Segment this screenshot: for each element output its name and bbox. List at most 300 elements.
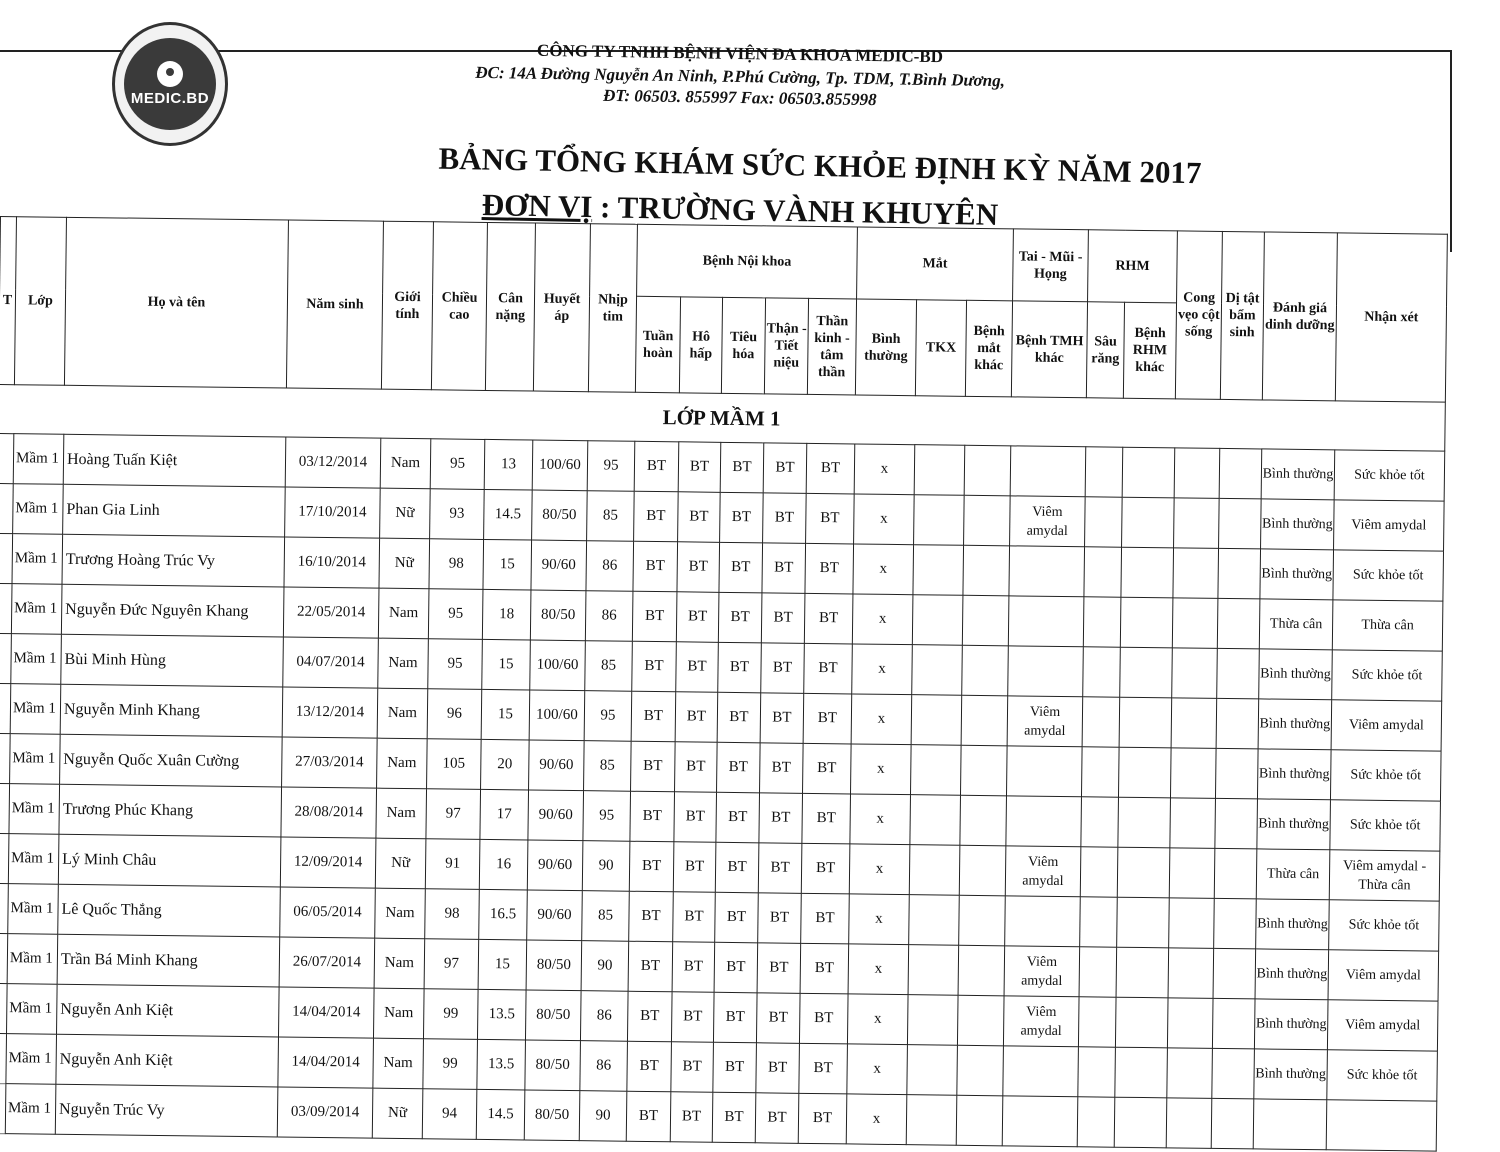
cell-tieu-hoa: BT — [713, 1042, 757, 1093]
cell-blood-pressure: 80/50 — [532, 490, 588, 541]
col-huyet-ap: Huyết áp — [533, 223, 590, 392]
cell-mat-binh-thuong: x — [854, 444, 915, 495]
logo-figure-icon — [157, 61, 183, 87]
col-benh-mat-khac: Bệnh mắt khác — [965, 300, 1012, 397]
cell-heart-rate: 95 — [584, 691, 632, 742]
cell-di-tat — [1212, 1048, 1255, 1099]
cell-heart-rate: 85 — [582, 891, 630, 942]
cell-sau-rang — [1080, 847, 1118, 897]
cell-weight: 20 — [481, 739, 530, 790]
cell-dob: 27/03/2014 — [282, 737, 378, 788]
cell-than-kinh: BT — [806, 493, 855, 544]
col-sau-rang: Sâu răng — [1086, 302, 1124, 398]
cell-benh-mat-khac — [960, 745, 1007, 796]
cell-sau-rang — [1081, 797, 1119, 847]
cell-name: Lý Minh Châu — [58, 834, 281, 887]
cell-than-kinh: BT — [803, 743, 852, 794]
cell-dob: 03/09/2014 — [277, 1087, 373, 1138]
cell-lop: Mầm 1 — [11, 634, 62, 685]
table-body — [0, 384, 1445, 1151]
col-tieu-hoa: Tiêu hóa — [721, 297, 765, 394]
cell-benh-tmh — [1002, 1096, 1078, 1147]
cell-sex: Nam — [378, 588, 429, 639]
cell-blood-pressure: 100/60 — [529, 690, 585, 741]
cell-sau-rang — [1080, 897, 1118, 947]
cell-cong-veo — [1172, 648, 1218, 699]
cell-height: 97 — [424, 939, 479, 990]
cell-than-kinh: BT — [799, 1043, 848, 1094]
cell-dob: 16/10/2014 — [284, 537, 380, 588]
cell-ho-hap: BT — [671, 992, 714, 1043]
cell-sau-rang — [1083, 597, 1121, 647]
cell-tkx — [908, 945, 959, 996]
cell-than-kinh: BT — [802, 793, 851, 844]
cell-height: 95 — [428, 639, 483, 690]
cell-blood-pressure: 90/60 — [528, 790, 584, 841]
col-can-nang: Cân nặng — [485, 222, 535, 391]
cell-than: BT — [755, 1093, 799, 1144]
cell-weight: 13.5 — [477, 1039, 526, 1090]
col-di-tat: Dị tật bẩm sinh — [1220, 231, 1264, 400]
cell-mat-binh-thuong: x — [850, 794, 911, 845]
cell-tieu-hoa: BT — [719, 542, 763, 593]
cell-name: Bùi Minh Hùng — [61, 634, 284, 687]
hospital-logo — [112, 22, 228, 146]
cell-di-tat — [1217, 598, 1260, 649]
cell-heart-rate: 85 — [587, 491, 635, 542]
group-tai-mui-hong: Tai - Mũi - Họng — [1013, 229, 1089, 302]
cell-lop: Mầm 1 — [9, 784, 60, 835]
cell-than: BT — [756, 1043, 800, 1094]
cell-dob: 03/12/2014 — [285, 437, 381, 488]
cell-tuan-hoan: BT — [629, 891, 674, 942]
company-name: CÔNG TY TNHH BỆNH VIỆN ĐA KHOA MEDIC-BD — [536, 40, 944, 67]
cell-cong-veo — [1173, 548, 1219, 599]
cell-di-tat — [1219, 448, 1262, 499]
cell-benh-mat-khac — [958, 945, 1005, 996]
cell-than: BT — [761, 593, 805, 644]
cell-mat-binh-thuong: x — [849, 844, 910, 895]
cell-name: Nguyễn Đức Nguyên Khang — [61, 584, 284, 637]
cell-benh-rhm — [1121, 547, 1174, 598]
cell-sex: Nam — [375, 888, 426, 939]
cell-sex: Nam — [378, 638, 429, 689]
cell-sau-rang — [1081, 747, 1119, 797]
cell-than: BT — [760, 693, 804, 744]
cell-sau-rang — [1082, 697, 1120, 747]
cell-weight: 16 — [479, 839, 528, 890]
cell-name: Trần Bá Minh Khang — [57, 934, 280, 987]
cell-benh-rhm — [1118, 747, 1171, 798]
cell-cong-veo — [1172, 598, 1218, 649]
cell-weight: 14.5 — [484, 489, 533, 540]
cell-lop: Mầm 1 — [7, 984, 58, 1035]
col-cong-veo: Cong vẹo cột sống — [1175, 231, 1222, 400]
cell-dob: 12/09/2014 — [280, 837, 376, 888]
cell-benh-tmh — [1008, 646, 1084, 697]
cell-stt — [0, 483, 13, 533]
table-header — [0, 217, 1447, 403]
cell-dob: 06/05/2014 — [280, 887, 376, 938]
cell-than: BT — [758, 893, 802, 944]
cell-benh-tmh — [1006, 796, 1082, 847]
cell-benh-rhm — [1122, 447, 1175, 498]
cell-heart-rate: 90 — [579, 1091, 627, 1142]
cell-sau-rang — [1085, 497, 1123, 547]
cell-than-kinh: BT — [803, 693, 852, 744]
cell-than: BT — [759, 793, 803, 844]
cell-benh-tmh: Viêm amydal — [1004, 946, 1080, 997]
cell-danh-gia: Bình thường — [1256, 899, 1330, 950]
cell-tuan-hoan: BT — [634, 491, 679, 542]
cell-nhan-xet: Sức khỏe tốt — [1332, 650, 1443, 701]
cell-tkx — [910, 795, 961, 846]
cell-sex: Nữ — [375, 838, 426, 889]
cell-ho-hap: BT — [675, 742, 718, 793]
cell-tkx — [911, 695, 962, 746]
cell-mat-binh-thuong: x — [852, 644, 913, 695]
cell-tkx — [914, 445, 965, 496]
cell-tieu-hoa: BT — [717, 742, 761, 793]
cell-mat-binh-thuong: x — [846, 1094, 907, 1145]
col-nhan-xet: Nhận xét — [1335, 233, 1447, 402]
cell-tkx — [912, 595, 963, 646]
cell-sex: Nam — [376, 788, 427, 839]
cell-tieu-hoa: BT — [714, 942, 758, 993]
cell-stt — [0, 583, 12, 633]
cell-than: BT — [756, 993, 800, 1044]
cell-lop: Mầm 1 — [13, 434, 64, 485]
cell-tieu-hoa: BT — [718, 592, 762, 643]
cell-cong-veo — [1170, 798, 1216, 849]
cell-di-tat — [1218, 548, 1261, 599]
cell-heart-rate: 86 — [580, 991, 628, 1042]
cell-tuan-hoan: BT — [629, 841, 674, 892]
cell-tkx — [914, 495, 965, 546]
cell-benh-tmh — [1009, 546, 1085, 597]
cell-height: 96 — [427, 689, 482, 740]
cell-danh-gia: Thừa cân — [1256, 849, 1330, 900]
cell-tkx — [906, 1095, 957, 1146]
cell-blood-pressure: 80/50 — [525, 1040, 581, 1091]
cell-tieu-hoa: BT — [718, 642, 762, 693]
col-tuan-hoan: Tuần hoàn — [635, 296, 680, 393]
cell-blood-pressure: 100/60 — [530, 640, 586, 691]
cell-dob: 28/08/2014 — [281, 787, 377, 838]
cell-height: 105 — [427, 739, 482, 790]
cell-cong-veo — [1168, 948, 1214, 999]
cell-tuan-hoan: BT — [628, 941, 673, 992]
cell-blood-pressure: 80/50 — [526, 940, 582, 991]
cell-mat-binh-thuong: x — [854, 494, 915, 545]
cell-than-kinh: BT — [806, 443, 855, 494]
section-title: LỚP MẦM 1 — [0, 384, 1445, 451]
cell-tkx — [907, 995, 958, 1046]
cell-danh-gia: Bình thường — [1260, 549, 1334, 600]
cell-nhan-xet: Sức khỏe tốt — [1329, 900, 1440, 951]
cell-mat-binh-thuong: x — [847, 994, 908, 1045]
cell-nhan-xet: Viêm amydal — [1327, 1000, 1438, 1051]
cell-tuan-hoan: BT — [626, 1091, 671, 1142]
cell-lop: Mầm 1 — [5, 1084, 56, 1135]
cell-benh-rhm — [1115, 1047, 1168, 1098]
col-chieu-cao: Chiều cao — [431, 222, 487, 391]
cell-stt — [0, 633, 11, 683]
cell-stt — [0, 733, 10, 783]
cell-di-tat — [1214, 848, 1257, 899]
cell-tkx — [907, 1045, 958, 1096]
cell-cong-veo — [1169, 848, 1215, 899]
cell-benh-rhm — [1120, 597, 1173, 648]
cell-than-kinh: BT — [799, 993, 848, 1044]
col-stt: T — [0, 217, 16, 385]
cell-blood-pressure: 100/60 — [532, 440, 588, 491]
cell-danh-gia: Bình thường — [1258, 699, 1332, 750]
cell-heart-rate: 95 — [587, 441, 635, 492]
cell-than: BT — [760, 743, 804, 794]
cell-nhan-xet: Thừa cân — [1332, 600, 1443, 651]
cell-weight: 15 — [482, 639, 531, 690]
cell-benh-tmh: Viêm amydal — [1007, 696, 1083, 747]
cell-tieu-hoa: BT — [712, 1092, 756, 1143]
cell-lop: Mầm 1 — [10, 684, 61, 735]
cell-cong-veo — [1167, 998, 1213, 1049]
cell-sex: Nữ — [380, 488, 431, 539]
cell-name: Trương Phúc Khang — [59, 784, 282, 837]
cell-lop: Mầm 1 — [6, 1034, 57, 1085]
cell-tkx — [912, 645, 963, 696]
cell-name: Nguyễn Quốc Xuân Cường — [60, 734, 283, 787]
cell-weight: 16.5 — [479, 889, 528, 940]
cell-weight: 14.5 — [476, 1089, 525, 1140]
cell-cong-veo — [1174, 498, 1220, 549]
cell-tuan-hoan: BT — [632, 591, 677, 642]
cell-benh-rhm — [1117, 897, 1170, 948]
cell-danh-gia: Bình thường — [1261, 499, 1335, 550]
cell-than: BT — [762, 543, 806, 594]
cell-benh-tmh — [1005, 896, 1081, 947]
cell-height: 98 — [429, 539, 484, 590]
cell-benh-tmh — [1008, 596, 1084, 647]
cell-than-kinh: BT — [801, 893, 850, 944]
group-benh-noi-khoa: Bệnh Nội khoa — [637, 224, 858, 299]
cell-nhan-xet: Viêm amydal — [1334, 500, 1445, 551]
cell-sex: Nữ — [372, 1088, 423, 1139]
cell-height: 95 — [428, 589, 483, 640]
cell-height: 94 — [422, 1089, 477, 1140]
col-ho-hap: Hô hấp — [679, 297, 722, 394]
cell-ho-hap: BT — [678, 442, 721, 493]
cell-tieu-hoa: BT — [715, 842, 759, 893]
cell-di-tat — [1211, 1098, 1254, 1149]
cell-tieu-hoa: BT — [720, 442, 764, 493]
cell-nhan-xet: Viêm amydal — [1328, 950, 1439, 1001]
cell-tkx — [913, 545, 964, 596]
cell-mat-binh-thuong: x — [847, 1044, 908, 1095]
cell-mat-binh-thuong: x — [853, 544, 914, 595]
cell-tieu-hoa: BT — [713, 992, 757, 1043]
cell-benh-rhm — [1119, 697, 1172, 748]
cell-sau-rang — [1085, 447, 1123, 497]
cell-benh-rhm — [1116, 947, 1169, 998]
cell-ho-hap: BT — [677, 542, 720, 593]
cell-weight: 13.5 — [477, 989, 526, 1040]
col-tkx: TKX — [915, 300, 966, 397]
cell-sex: Nam — [377, 688, 428, 739]
cell-stt — [0, 433, 14, 483]
cell-danh-gia — [1253, 1099, 1327, 1150]
cell-name: Nguyễn Minh Khang — [60, 684, 283, 737]
cell-than: BT — [763, 493, 807, 544]
cell-blood-pressure: 80/50 — [524, 1090, 580, 1141]
cell-heart-rate: 95 — [583, 791, 631, 842]
cell-cong-veo — [1169, 898, 1215, 949]
cell-benh-mat-khac — [962, 645, 1009, 696]
cell-tkx — [910, 745, 961, 796]
cell-weight: 18 — [482, 589, 531, 640]
cell-name: Trương Hoàng Trúc Vy — [62, 534, 285, 587]
col-lop: Lớp — [14, 217, 66, 386]
cell-benh-mat-khac — [964, 495, 1011, 546]
cell-dob: 04/07/2014 — [283, 637, 379, 688]
cell-di-tat — [1217, 648, 1260, 699]
cell-height: 93 — [430, 489, 485, 540]
cell-ho-hap: BT — [671, 1042, 714, 1093]
cell-danh-gia: Bình thường — [1254, 999, 1328, 1050]
cell-heart-rate: 86 — [586, 541, 634, 592]
cell-weight: 15 — [481, 689, 530, 740]
cell-name: Nguyễn Anh Kiệt — [56, 1034, 279, 1087]
cell-mat-binh-thuong: x — [851, 694, 912, 745]
cell-benh-mat-khac — [964, 445, 1011, 496]
cell-dob: 14/04/2014 — [278, 987, 374, 1038]
cell-ho-hap: BT — [676, 642, 719, 693]
cell-blood-pressure: 90/60 — [527, 890, 583, 941]
col-than-tiet-nieu: Thận - Tiết niệu — [764, 298, 808, 395]
cell-dob: 17/10/2014 — [285, 487, 381, 538]
cell-blood-pressure: 90/60 — [529, 740, 585, 791]
cell-weight: 13 — [484, 439, 533, 490]
cell-benh-tmh — [1010, 446, 1086, 497]
col-gioi-tinh: Giới tính — [381, 221, 433, 390]
cell-than: BT — [758, 843, 802, 894]
unit-value: : TRƯỜNG VÀNH KHUYÊN — [592, 189, 999, 232]
cell-ho-hap: BT — [676, 592, 719, 643]
cell-cong-veo — [1170, 748, 1216, 799]
cell-tuan-hoan: BT — [627, 991, 672, 1042]
cell-benh-tmh — [1006, 746, 1082, 797]
cell-cong-veo — [1166, 1098, 1212, 1149]
cell-than-kinh: BT — [798, 1093, 847, 1144]
cell-di-tat — [1215, 748, 1258, 799]
cell-lop: Mầm 1 — [7, 934, 58, 985]
cell-benh-mat-khac — [959, 895, 1006, 946]
cell-cong-veo — [1174, 448, 1220, 499]
cell-blood-pressure: 80/50 — [525, 990, 581, 1041]
cell-benh-tmh — [1003, 1046, 1079, 1097]
cell-than: BT — [761, 643, 805, 694]
cell-than: BT — [763, 443, 807, 494]
cell-ho-hap: BT — [673, 892, 716, 943]
cell-stt — [0, 683, 11, 733]
cell-tuan-hoan: BT — [633, 541, 678, 592]
cell-danh-gia: Bình thường — [1255, 949, 1329, 1000]
cell-mat-binh-thuong: x — [848, 944, 909, 995]
cell-lop: Mầm 1 — [11, 584, 62, 635]
cell-dob: 14/04/2014 — [278, 1037, 374, 1088]
cell-tieu-hoa: BT — [715, 892, 759, 943]
cell-tuan-hoan: BT — [631, 741, 676, 792]
cell-height: 97 — [426, 789, 481, 840]
cell-di-tat — [1219, 498, 1262, 549]
cell-sex: Nam — [380, 438, 431, 489]
page-title: BẢNG TỔNG KHÁM SỨC KHỎE ĐỊNH KỲ NĂM 2017 — [438, 140, 1202, 191]
cell-benh-tmh: Viêm amydal — [1005, 846, 1081, 897]
cell-stt — [0, 533, 13, 583]
cell-tuan-hoan: BT — [634, 441, 679, 492]
cell-di-tat — [1213, 948, 1256, 999]
cell-cong-veo — [1171, 698, 1217, 749]
cell-tuan-hoan: BT — [630, 791, 675, 842]
cell-blood-pressure: 90/60 — [531, 540, 587, 591]
cell-dob: 26/07/2014 — [279, 937, 375, 988]
cell-nhan-xet: Sức khỏe tốt — [1330, 800, 1441, 851]
cell-than-kinh: BT — [800, 943, 849, 994]
cell-sex: Nam — [373, 988, 424, 1039]
cell-than-kinh: BT — [801, 843, 850, 894]
cell-benh-rhm — [1120, 647, 1173, 698]
cell-heart-rate: 86 — [580, 1041, 628, 1092]
cell-heart-rate: 85 — [584, 741, 632, 792]
cell-ho-hap: BT — [678, 492, 721, 543]
cell-tieu-hoa: BT — [716, 792, 760, 843]
cell-lop: Mầm 1 — [8, 834, 59, 885]
cell-nhan-xet: Sức khỏe tốt — [1334, 450, 1445, 501]
col-than-kinh: Thần kinh - tâm thần — [807, 298, 856, 395]
cell-nhan-xet: Viêm amydal - Thừa cân — [1329, 850, 1440, 901]
cell-nhan-xet: Sức khỏe tốt — [1333, 550, 1444, 601]
cell-lop: Mầm 1 — [13, 484, 64, 535]
cell-mat-binh-thuong: x — [852, 594, 913, 645]
cell-danh-gia: Thừa cân — [1259, 599, 1333, 650]
cell-ho-hap: BT — [670, 1092, 713, 1143]
cell-di-tat — [1215, 798, 1258, 849]
cell-height: 95 — [430, 439, 485, 490]
cell-sau-rang — [1077, 1097, 1115, 1147]
cell-heart-rate: 85 — [585, 641, 633, 692]
cell-benh-tmh: Viêm amydal — [1010, 496, 1086, 547]
cell-weight: 17 — [480, 789, 529, 840]
cell-benh-mat-khac — [956, 1095, 1003, 1146]
cell-sex: Nam — [373, 1038, 424, 1089]
cell-lop: Mầm 1 — [8, 884, 59, 935]
address-line-2: ĐT: 06503. 855997 Fax: 06503.855998 — [602, 85, 877, 110]
cell-sau-rang — [1084, 547, 1122, 597]
cell-benh-mat-khac — [961, 695, 1008, 746]
cell-name: Nguyễn Trúc Vy — [55, 1084, 278, 1137]
col-benh-rhm-khac: Bệnh RHM khác — [1123, 302, 1176, 399]
cell-benh-rhm — [1117, 847, 1170, 898]
cell-di-tat — [1214, 898, 1257, 949]
cell-heart-rate: 86 — [585, 591, 633, 642]
cell-height: 98 — [425, 889, 480, 940]
group-rhm: RHM — [1088, 230, 1178, 303]
cell-benh-rhm — [1118, 797, 1171, 848]
cell-than: BT — [757, 943, 801, 994]
col-nhip-tim: Nhịp tim — [588, 224, 637, 393]
unit-label: ĐƠN VỊ — [481, 187, 593, 225]
cell-benh-mat-khac — [957, 1045, 1004, 1096]
